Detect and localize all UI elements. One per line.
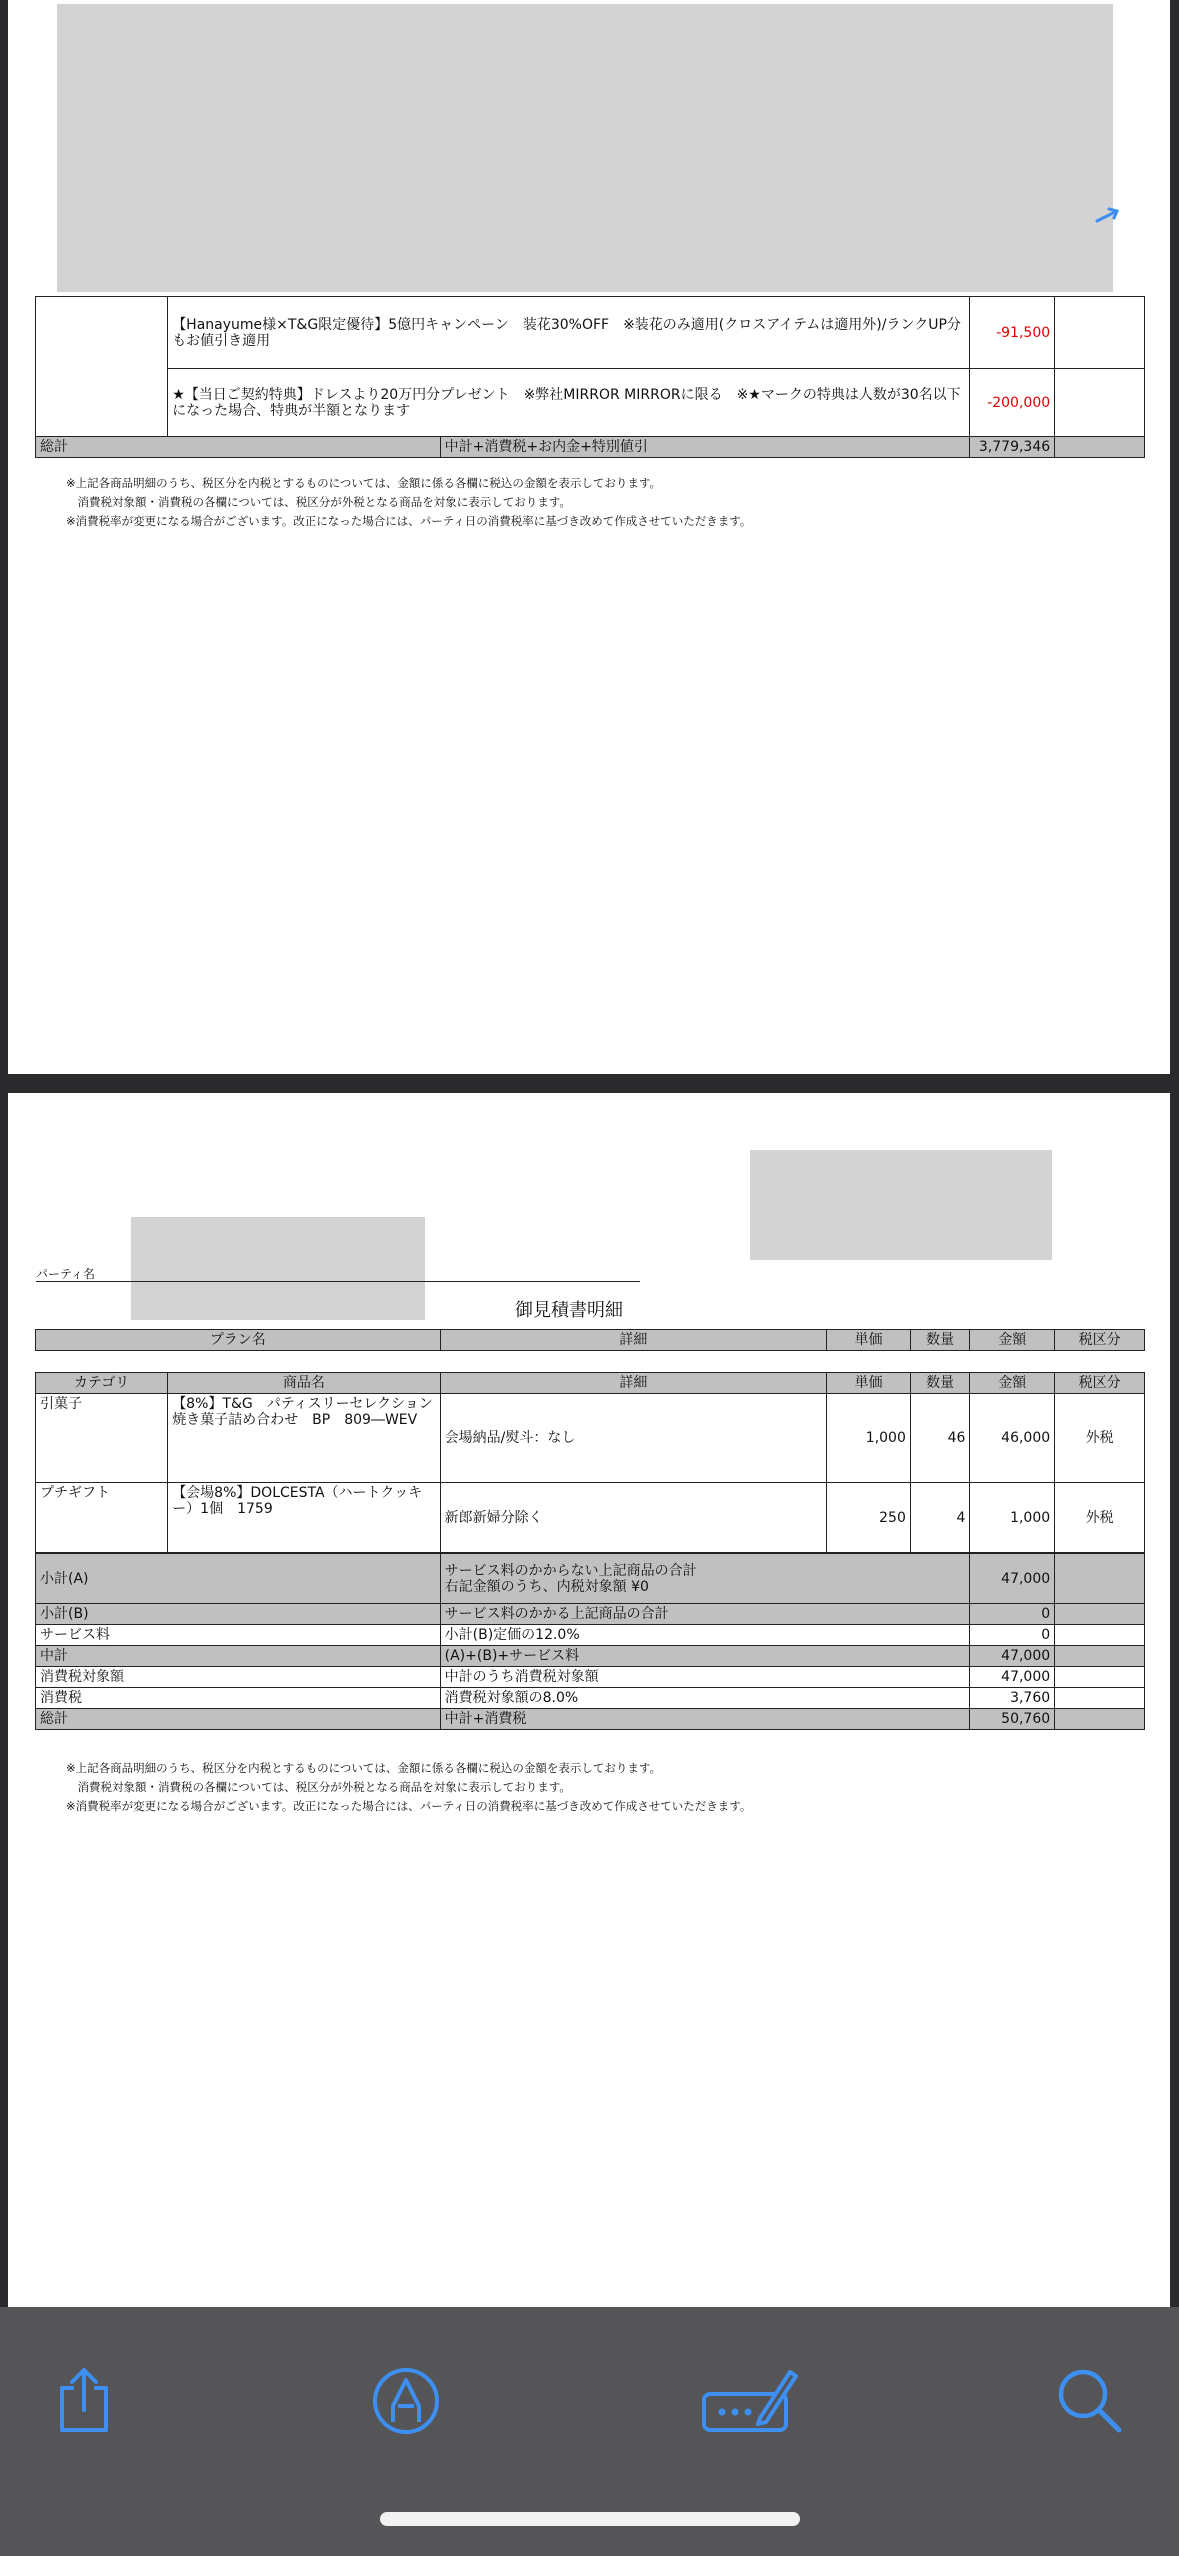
signature-icon [700, 2366, 800, 2436]
table-row [36, 1483, 1145, 1553]
col-category: カテゴリ [36, 1373, 168, 1394]
table-row [36, 369, 1145, 437]
summary-row [36, 1625, 1145, 1646]
discount-detail: ★【当日ご契約特典】ドレスより20万円分プレゼント ※弊社MIRROR MIRRORに限る ※★マークの特典は人数が30名以下になった場合、特典が半額となります [168, 369, 970, 437]
page-title: 御見積書明細 [515, 1300, 623, 1321]
grand-total-table [35, 436, 1145, 458]
total-detail: 中計+消費税+お内金+特別値引 [440, 437, 970, 458]
summary-label: 消費税 [36, 1688, 441, 1709]
summary-detail-line: サービス料のかからない上記商品の合計 [444, 1562, 697, 1579]
plan-header-table [35, 1329, 1145, 1351]
share-icon [52, 2366, 116, 2436]
summary-detail-line: 右記金額のうち、内税対象額 ¥0 [444, 1578, 649, 1595]
tax-notes [66, 474, 751, 531]
note-line: ※上記各商品明細のうち、税区分を内税とするものについては、金額に係る各欄に税込の金額を表示しております。 [66, 1761, 661, 1775]
signature-button[interactable] [700, 2361, 800, 2441]
item-tax-type: 外税 [1055, 1394, 1145, 1483]
subtotal-a-row [36, 1554, 1145, 1604]
col-amount: 金額 [970, 1330, 1055, 1351]
item-detail: 会場納品/熨斗：なし [440, 1394, 826, 1483]
summary-amount: 50,760 [970, 1709, 1055, 1730]
col-detail: 詳細 [440, 1330, 826, 1351]
summary-row [36, 1646, 1145, 1667]
col-plan: プラン名 [36, 1330, 441, 1351]
col-product: 商品名 [168, 1373, 440, 1394]
item-amount: 46,000 [970, 1394, 1055, 1483]
grand-total-row [36, 437, 1145, 458]
tax-notes [66, 1759, 751, 1816]
note-line: ※消費税率が変更になる場合がございます。改正になった場合には、パーティ日の消費税率に基づき改めて作成させていただきます。 [66, 514, 752, 528]
summary-table [35, 1553, 1145, 1730]
item-unit-price: 250 [827, 1483, 911, 1553]
item-tax-type: 外税 [1055, 1483, 1145, 1553]
summary-row [36, 1667, 1145, 1688]
table-header-row [36, 1373, 1145, 1394]
item-qty: 46 [910, 1394, 970, 1483]
markup-icon [371, 2366, 441, 2436]
table-row [36, 1394, 1145, 1483]
search-button[interactable] [1050, 2361, 1130, 2441]
item-qty: 4 [910, 1483, 970, 1553]
summary-detail: 中計+消費税 [440, 1709, 970, 1730]
summary-amount: 47,000 [970, 1554, 1055, 1604]
summary-amount: 3,760 [970, 1688, 1055, 1709]
col-unit: 単価 [827, 1373, 911, 1394]
markup-button[interactable] [366, 2361, 446, 2441]
discount-amount: -200,000 [970, 369, 1055, 437]
col-tax: 税区分 [1055, 1330, 1145, 1351]
col-detail: 詳細 [440, 1373, 826, 1394]
scroll-indicator-icon [1095, 205, 1121, 225]
summary-detail: 消費税対象額の8.0% [440, 1688, 970, 1709]
home-indicator[interactable] [380, 2512, 800, 2526]
item-unit-price: 1,000 [827, 1394, 911, 1483]
item-category: プチギフト [36, 1483, 168, 1553]
items-table [35, 1372, 1145, 1553]
redacted-area [750, 1150, 1052, 1260]
note-line: ※上記各商品明細のうち、税区分を内税とするものについては、金額に係る各欄に税込の金額を表示しております。 [66, 476, 661, 490]
grand-total-row [36, 1709, 1145, 1730]
discount-table [35, 296, 1145, 437]
discount-detail: 【Hanayume様×T&G限定優待】5億円キャンペーン 装花30%OFF ※装花のみ適用(クロスアイテムは適用外)/ランクUP分もお値引き適用 [168, 297, 970, 369]
item-product: 【8%】T&G パティスリーセレクション 焼き菓子詰め合わせ BP 809―WEV [168, 1394, 440, 1483]
note-line: 消費税対象額・消費税の各欄については、税区分が外税となる商品を対象に表示しております。 [66, 1780, 571, 1794]
total-amount: 3,779,346 [970, 437, 1055, 458]
summary-detail: 中計のうち消費税対象額 [440, 1667, 970, 1688]
discount-amount: -91,500 [970, 297, 1055, 369]
summary-detail [440, 1554, 970, 1604]
summary-label: 総計 [36, 1709, 441, 1730]
table-row [36, 297, 1145, 369]
col-qty: 数量 [910, 1373, 970, 1394]
summary-label: サービス料 [36, 1625, 441, 1646]
col-amount: 金額 [970, 1373, 1055, 1394]
item-detail: 新郎新婦分除く [440, 1483, 826, 1553]
summary-row [36, 1604, 1145, 1625]
summary-detail: 小計(B)定価の12.0% [440, 1625, 970, 1646]
item-category: 引菓子 [36, 1394, 168, 1483]
col-unit: 単価 [827, 1330, 911, 1351]
col-qty: 数量 [910, 1330, 970, 1351]
summary-label: 消費税対象額 [36, 1667, 441, 1688]
summary-label: 小計(B) [36, 1604, 441, 1625]
party-name-underline [36, 1281, 640, 1282]
summary-amount: 47,000 [970, 1646, 1055, 1667]
note-line: 消費税対象額・消費税の各欄については、税区分が外税となる商品を対象に表示しております。 [66, 495, 571, 509]
summary-amount: 0 [970, 1625, 1055, 1646]
redacted-area [57, 4, 1113, 292]
summary-amount: 0 [970, 1604, 1055, 1625]
summary-label: 中計 [36, 1646, 441, 1667]
pdf-page-2 [8, 1093, 1170, 2307]
item-amount: 1,000 [970, 1483, 1055, 1553]
item-product: 【会場8%】DOLCESTA（ハートクッキー）1個 1759 [168, 1483, 440, 1553]
summary-detail: (A)+(B)+サービス料 [440, 1646, 970, 1667]
search-icon [1055, 2366, 1125, 2436]
summary-amount: 47,000 [970, 1667, 1055, 1688]
total-label: 総計 [36, 437, 441, 458]
note-line: ※消費税率が変更になる場合がございます。改正になった場合には、パーティ日の消費税率に基づき改めて作成させていただきます。 [66, 1799, 752, 1813]
summary-label: 小計(A) [36, 1554, 441, 1604]
party-name-label: パーティ名 [36, 1267, 96, 1281]
col-tax: 税区分 [1055, 1373, 1145, 1394]
table-header-row [36, 1330, 1145, 1351]
summary-row [36, 1688, 1145, 1709]
share-button[interactable] [44, 2361, 124, 2441]
summary-detail: サービス料のかかる上記商品の合計 [440, 1604, 970, 1625]
